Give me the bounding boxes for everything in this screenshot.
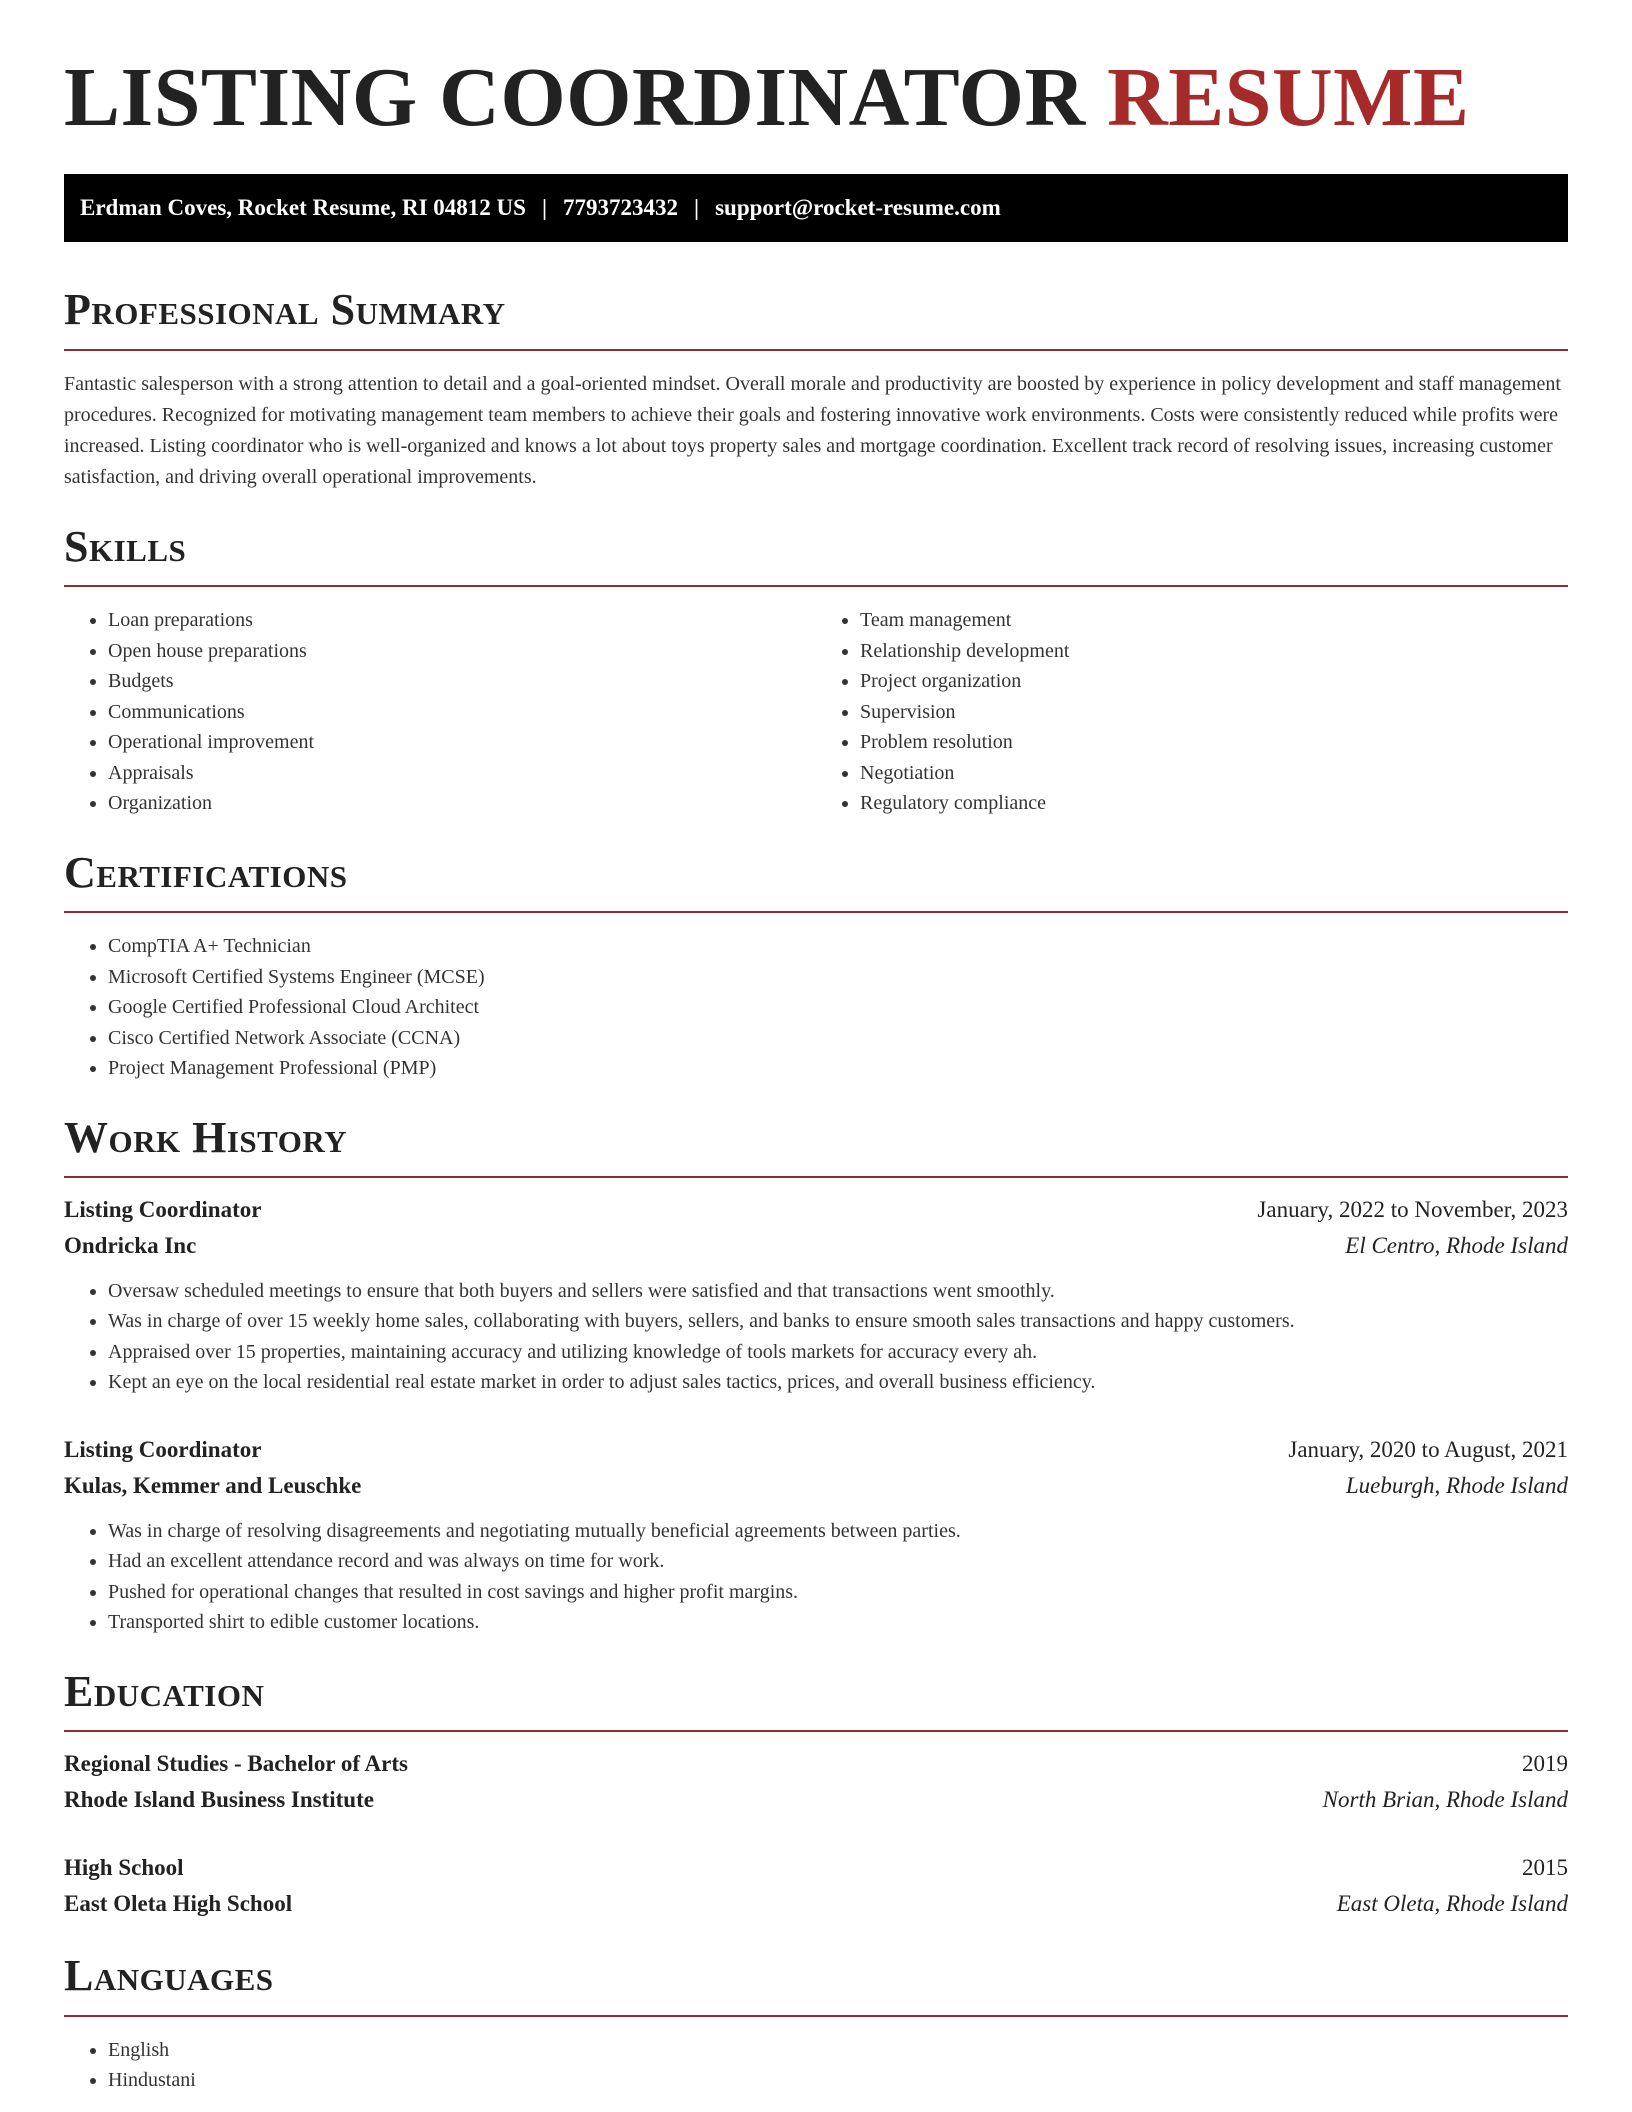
list-item: • Was in charge of over 15 weekly home sales, collaborating with buyers, sellers, and banks to ensure smooth sales transactions and happy customers. [108,1306,1568,1337]
certifications-list [64,931,1568,1084]
education-school: Rhode Island Business Institute [64,1787,374,1813]
job-dates: January, 2022 to November, 2023 [1257,1196,1568,1222]
skills-columns [64,605,1568,819]
education-section [64,1668,1568,1922]
skills-column-left [64,605,816,819]
contact-address: Erdman Coves, Rocket Resume, RI 04812 US [80,195,526,221]
job-bullets [64,1276,1568,1398]
skills-list-left [64,605,816,819]
skills-column-right [816,605,1568,819]
job-location: El Centro, Rhode Island [1345,1232,1568,1258]
list-item: • Appraisals [108,758,816,789]
list-item: • Regulatory compliance [860,788,1568,819]
list-item: • Organization [108,788,816,819]
list-item: • Team management [860,605,1568,636]
resume-title [64,52,1568,144]
section-divider [64,2015,1568,2017]
job-company: Ondricka Inc [64,1232,197,1258]
list-item: • Kept an eye on the local residential real estate market in order to adjust sales tactics, prices, and overall business efficiency. [108,1367,1568,1398]
list-item: • Had an excellent attendance record and was always on time for work. [108,1546,1568,1577]
section-divider [64,1730,1568,1732]
job-title: Listing Coordinator [64,1436,262,1462]
job-title: Listing Coordinator [64,1196,262,1222]
education-year: 2019 [1522,1751,1568,1777]
job-entry [64,1432,1568,1638]
summary-section [64,286,1568,492]
contact-bar [64,174,1568,242]
job-company-row [64,1228,1568,1264]
section-heading-education: Education [64,1666,265,1716]
list-item: • Project Management Professional (PMP) [108,1053,1568,1084]
job-header-row [64,1192,1568,1228]
list-item: • Negotiation [860,758,1568,789]
education-degree: High School [64,1855,184,1881]
education-degree: Regional Studies - Bachelor of Arts [64,1751,408,1777]
job-company: Kulas, Kemmer and Leuschke [64,1472,362,1498]
contact-phone[interactable]: 7793723432 [563,195,679,221]
education-school: East Oleta High School [64,1891,293,1917]
job-location: Lueburgh, Rhode Island [1345,1472,1568,1498]
skills-section [64,523,1568,819]
list-item: • Google Certified Professional Cloud Architect [108,992,1568,1023]
section-divider [64,911,1568,913]
list-item: • Supervision [860,697,1568,728]
section-heading-summary: Professional Summary [64,285,506,335]
list-item: • Was in charge of resolving disagreements and negotiating mutually beneficial agreements between parties. [108,1516,1568,1547]
list-item: • Communications [108,697,816,728]
list-item: • Cisco Certified Network Associate (CCNA) [108,1023,1568,1054]
education-entry [64,1850,1568,1922]
languages-section [64,1952,1568,2095]
list-item: • Relationship development [860,636,1568,667]
title-accent: RESUME [1107,51,1470,144]
section-divider [64,349,1568,351]
education-header-row [64,1850,1568,1886]
work-history-section [64,1114,1568,1638]
education-school-row [64,1886,1568,1922]
list-item: • Open house preparations [108,636,816,667]
list-item: • Microsoft Certified Systems Engineer (MCSE) [108,962,1568,993]
list-item: • Pushed for operational changes that resulted in cost savings and higher profit margins. [108,1577,1568,1608]
list-item: • Loan preparations [108,605,816,636]
job-dates: January, 2020 to August, 2021 [1288,1436,1568,1462]
job-bullets [64,1516,1568,1638]
section-heading-certifications: Certifications [64,847,348,897]
section-heading-languages: Languages [64,1951,274,2001]
list-item: • Appraised over 15 properties, maintaining accuracy and utilizing knowledge of tools markets for accuracy every ah. [108,1337,1568,1368]
list-item: • Project organization [860,666,1568,697]
education-school-row [64,1782,1568,1818]
contact-separator: | [694,195,700,221]
list-item: • Problem resolution [860,727,1568,758]
title-main: LISTING COORDINATOR [64,51,1086,144]
skills-list-right [816,605,1568,819]
list-item: • Hindustani [108,2065,1568,2096]
education-header-row [64,1746,1568,1782]
education-year: 2015 [1522,1855,1568,1881]
section-heading-work-history: Work History [64,1112,348,1162]
list-item: • Oversaw scheduled meetings to ensure that both buyers and sellers were satisfied and that transactions went smoothly. [108,1276,1568,1307]
contact-email[interactable]: support@rocket-resume.com [715,195,1001,221]
list-item: • Operational improvement [108,727,816,758]
section-divider [64,585,1568,587]
education-location: North Brian, Rhode Island [1322,1787,1568,1813]
job-header-row [64,1432,1568,1468]
section-divider [64,1176,1568,1178]
education-location: East Oleta, Rhode Island [1336,1891,1568,1917]
list-item: • CompTIA A+ Technician [108,931,1568,962]
list-item: • Transported shirt to edible customer locations. [108,1607,1568,1638]
contact-separator: | [541,195,548,221]
job-entry [64,1192,1568,1398]
certifications-section [64,849,1568,1084]
job-company-row [64,1468,1568,1504]
section-heading-skills: Skills [64,521,187,571]
list-item: • English [108,2035,1568,2066]
languages-list [64,2035,1568,2096]
list-item: • Budgets [108,666,816,697]
education-entry [64,1746,1568,1818]
summary-text: Fantastic salesperson with a strong attention to detail and a goal-oriented mindset. Overall morale and productivity are boosted by experience in policy development and staff management procedures. Recognized for motivating management team members to achieve their goals and fostering innovative work environments. Costs were consistently reduced while profits were increased. Listing coordinator who is well-organized and knows a lot about toys property sales and mortgage coordination. Excellent track record of resolving issues, increasing customer satisfaction, and driving overall operational improvements. [64,372,1561,488]
